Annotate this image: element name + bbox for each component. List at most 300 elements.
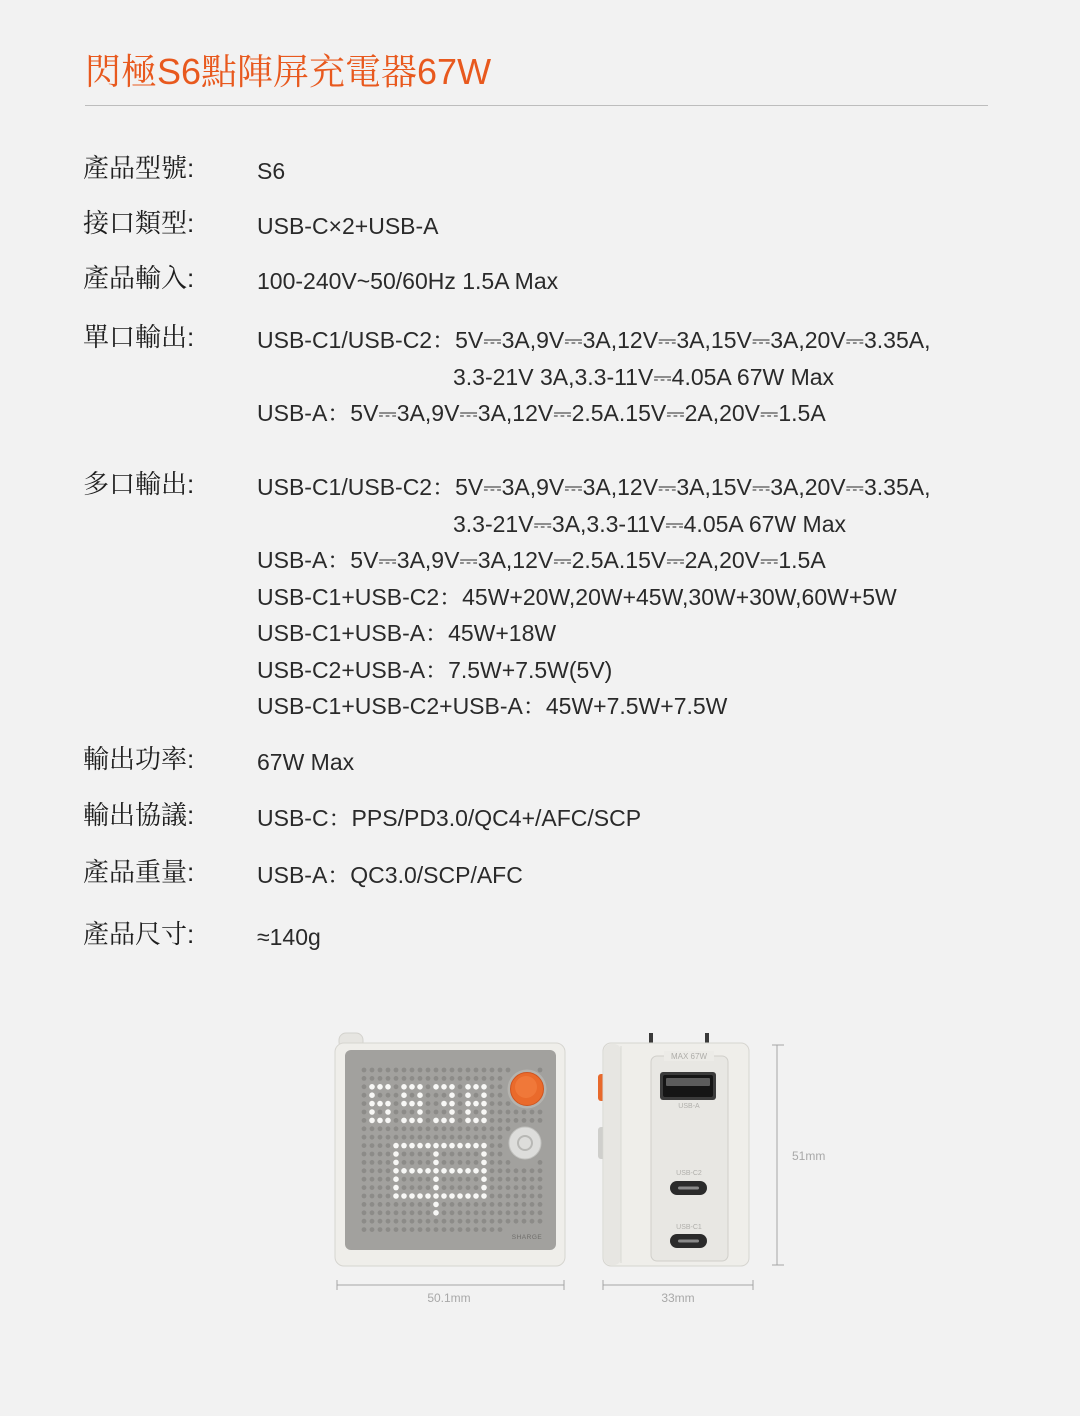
grille-dot [378,1160,383,1165]
grille-dot [514,1185,519,1190]
display-pixel-lit [433,1193,439,1199]
grille-dot [386,1177,391,1182]
max-power-label: MAX 67W [670,1052,708,1061]
grille-dot [426,1101,431,1106]
display-pixel-lit [417,1193,423,1199]
grille-dot [474,1160,479,1165]
grille-dot [442,1126,447,1131]
grille-dot [426,1135,431,1140]
display-pixel-lit [481,1185,487,1191]
grille-dot [490,1168,495,1173]
grille-dot [394,1068,399,1073]
grille-dot [450,1160,455,1165]
grille-dot [434,1110,439,1115]
grille-dot [530,1185,535,1190]
display-pixel-lit [393,1160,399,1166]
grille-dot [386,1160,391,1165]
grille-dot [434,1126,439,1131]
display-pixel-lit [441,1118,447,1124]
display-pixel-lit [401,1092,407,1098]
grille-dot [538,1202,543,1207]
grille-dot [466,1177,471,1182]
grille-dot [418,1210,423,1215]
grille-dot [362,1152,367,1157]
grille-dot [498,1219,503,1224]
grille-dot [418,1126,423,1131]
display-pixel-lit [449,1109,455,1115]
grille-dot [362,1185,367,1190]
grille-dot [458,1152,463,1157]
grille-dot [370,1076,375,1081]
display-pixel-lit [393,1185,399,1191]
grille-dot [362,1219,367,1224]
grille-dot [378,1219,383,1224]
grille-dot [434,1219,439,1224]
grille-dot [498,1202,503,1207]
grille-dot [490,1219,495,1224]
display-pixel-lit [433,1210,439,1216]
display-pixel-lit [433,1118,439,1124]
grille-dot [450,1210,455,1215]
display-pixel-lit [369,1101,375,1107]
grille-dot [490,1126,495,1131]
dimension-width [337,1280,564,1305]
grille-dot [370,1227,375,1232]
display-pixel-lit [393,1168,399,1174]
spec-value-line: USB-C：PPS/PD3.0/QC4+/AFC/SCP [257,805,642,831]
display-pixel-lit [409,1143,415,1149]
spec-value-line: USB-A：QC3.0/SCP/AFC [257,862,523,888]
display-pixel-lit [481,1160,487,1166]
grille-dot [362,1160,367,1165]
page-title: 閃極S6點陣屏充電器67W [85,51,492,92]
grille-dot [386,1152,391,1157]
display-pixel-lit [385,1084,391,1090]
grille-dot [434,1093,439,1098]
grille-dot [442,1160,447,1165]
grille-dot [498,1210,503,1215]
grille-dot [474,1219,479,1224]
grille-dot [530,1118,535,1123]
grille-dot [434,1135,439,1140]
spec-value-line: 100-240V~50/60Hz 1.5A Max [257,268,559,294]
grille-dot [538,1177,543,1182]
grille-dot [458,1118,463,1123]
spec-value-line: USB-C1+USB-C2：45W+20W,20W+45W,30W+30W,60W+5W [257,583,897,610]
display-pixel-lit [417,1168,423,1174]
grille-dot [370,1068,375,1073]
display-pixel-lit [433,1084,439,1090]
grille-dot [402,1068,407,1073]
grille-dot [482,1202,487,1207]
display-pixel-lit [417,1109,423,1115]
grille-dot [466,1126,471,1131]
grille-dot [498,1118,503,1123]
spec-value [257,153,285,190]
grille-dot [370,1126,375,1131]
spec-label: 輸出功率: [83,744,195,774]
grille-dot [426,1210,431,1215]
grille-dot [394,1084,399,1089]
spec-label: 多口輸出: [83,469,195,499]
display-pixel-lit [473,1118,479,1124]
grille-dot [402,1219,407,1224]
brand-mark: SHARGE [511,1234,543,1241]
grille-dot [514,1168,519,1173]
grille-dot [386,1076,391,1081]
dimension-width-label: 50.1mm [427,1291,471,1305]
grille-dot [458,1076,463,1081]
spec-label: 接口類型: [83,208,195,238]
grille-dot [394,1210,399,1215]
display-pixel-lit [369,1109,375,1115]
usb-a-label: USB-A [678,1103,700,1110]
grille-dot [402,1126,407,1131]
grille-dot [378,1110,383,1115]
display-pixel-lit [433,1168,439,1174]
display-pixel-lit [473,1168,479,1174]
display-pixel-lit [465,1084,471,1090]
grille-dot [490,1068,495,1073]
display-pixel-lit [385,1118,391,1124]
display-pixel-lit [441,1168,447,1174]
grille-dot [466,1152,471,1157]
grille-dot [458,1210,463,1215]
display-pixel-lit [449,1143,455,1149]
display-pixel-lit [449,1118,455,1124]
spec-value-line: USB-C1+USB-A：45W+18W [257,620,557,646]
grille-dot [474,1135,479,1140]
grille-dot [498,1143,503,1148]
grille-dot [522,1185,527,1190]
grille-dot [482,1135,487,1140]
spec-label: 輸出協議: [83,800,195,830]
grille-dot [410,1160,415,1165]
display-pixel-lit [409,1168,415,1174]
grille-dot [530,1110,535,1115]
spec-value [257,744,354,781]
grille-dot [498,1185,503,1190]
grille-dot [418,1185,423,1190]
grille-dot [506,1219,511,1224]
grille-dot [466,1135,471,1140]
dimension-depth-label: 33mm [661,1291,695,1305]
grille-dot [458,1135,463,1140]
grille-dot [498,1194,503,1199]
display-pixel-lit [465,1193,471,1199]
grille-dot [450,1177,455,1182]
grille-dot [490,1202,495,1207]
grille-dot [490,1143,495,1148]
display-pixel-lit [441,1143,447,1149]
grille-dot [522,1210,527,1215]
display-pixel-lit [425,1168,431,1174]
grille-dot [514,1118,519,1123]
grille-dot [402,1160,407,1165]
grille-dot [378,1126,383,1131]
grille-dot [498,1135,503,1140]
grille-dot [442,1152,447,1157]
grille-dot [378,1210,383,1215]
grille-dot [458,1219,463,1224]
display-pixel-lit [393,1193,399,1199]
charger-side-view [598,1033,749,1266]
grille-dot [474,1093,479,1098]
display-pixel-lit [393,1143,399,1149]
spec-row-port-type [83,208,439,245]
display-pixel-lit [481,1168,487,1174]
grille-dot [490,1227,495,1232]
grille-dot [394,1202,399,1207]
spec-row-single-port-output [83,322,931,432]
display-pixel-lit [481,1143,487,1149]
grille-dot [482,1210,487,1215]
grille-dot [410,1093,415,1098]
grille-dot [394,1126,399,1131]
grille-dot [410,1210,415,1215]
grille-dot [418,1177,423,1182]
grille-dot [474,1227,479,1232]
dimension-height [772,1045,825,1265]
grille-dot [474,1068,479,1073]
grille-dot [490,1093,495,1098]
orange-button-highlight [515,1076,537,1098]
grille-dot [458,1068,463,1073]
spec-value-line: 3.3-21V 3A,3.3-11V⎓4.05A 67W Max [453,363,835,390]
grille-dot [386,1168,391,1173]
grille-dot [362,1202,367,1207]
grille-dot [442,1219,447,1224]
spec-row-multi-port-output [83,469,931,725]
grille-dot [418,1068,423,1073]
grille-dot [466,1227,471,1232]
grille-dot [418,1202,423,1207]
grille-dot [394,1118,399,1123]
grille-dot [506,1202,511,1207]
spec-value [257,857,523,894]
display-pixel-lit [433,1143,439,1149]
grille-dot [450,1219,455,1224]
dimension-height-label: 51mm [792,1149,826,1163]
grille-dot [402,1210,407,1215]
grille-dot [538,1068,543,1073]
display-pixel-lit [401,1193,407,1199]
grille-dot [466,1210,471,1215]
grille-dot [506,1168,511,1173]
grille-dot [378,1135,383,1140]
spec-row-output-power [83,744,354,781]
grille-dot [410,1185,415,1190]
display-pixel-lit [417,1101,423,1107]
grille-dot [450,1185,455,1190]
grille-dot [450,1068,455,1073]
grille-dot [498,1084,503,1089]
display-pixel-lit [417,1092,423,1098]
display-pixel-lit [433,1151,439,1157]
display-pixel-lit [481,1092,487,1098]
grille-dot [490,1084,495,1089]
grille-dot [458,1202,463,1207]
grille-dot [458,1227,463,1232]
grille-dot [370,1210,375,1215]
grille-dot [442,1068,447,1073]
display-pixel-lit [481,1109,487,1115]
spec-label: 產品重量: [83,857,195,887]
grille-dot [522,1194,527,1199]
display-pixel-lit [441,1084,447,1090]
display-pixel-lit [377,1084,383,1090]
grille-dot [450,1126,455,1131]
grille-dot [498,1093,503,1098]
grille-dot [466,1185,471,1190]
display-pixel-lit [409,1084,415,1090]
display-pixel-lit [441,1101,447,1107]
charger-front-view [335,1033,565,1266]
grille-dot [450,1202,455,1207]
grille-dot [498,1110,503,1115]
spec-value-line: USB-C1/USB-C2：5V⎓3A,9V⎓3A,12V⎓3A,15V⎓3A,20V⎓3.35A, [257,327,931,353]
grille-dot [378,1076,383,1081]
grille-dot [514,1194,519,1199]
display-pixel-lit [473,1143,479,1149]
display-pixel-lit [465,1101,471,1107]
display-pixel-lit [449,1092,455,1098]
grille-dot [378,1068,383,1073]
grille-dot [530,1219,535,1224]
display-pixel-lit [409,1101,415,1107]
grille-dot [378,1093,383,1098]
grille-dot [450,1227,455,1232]
spec-row-size [83,919,321,956]
display-pixel-lit [425,1193,431,1199]
grille-dot [362,1210,367,1215]
display-pixel-lit [457,1193,463,1199]
spec-value-line: S6 [257,158,286,184]
display-pixel-lit [457,1143,463,1149]
display-pixel-lit [465,1143,471,1149]
display-pixel-lit [369,1118,375,1124]
display-pixel-lit [465,1109,471,1115]
grille-dot [474,1202,479,1207]
grille-dot [530,1177,535,1182]
grille-dot [482,1126,487,1131]
grille-dot [410,1202,415,1207]
display-pixel-lit [465,1168,471,1174]
grille-dot [402,1177,407,1182]
usb-c1-port-tongue [678,1240,699,1243]
grille-dot [482,1219,487,1224]
grille-dot [490,1152,495,1157]
grille-dot [498,1126,503,1131]
side-edge-shade [604,1044,621,1265]
grille-dot [418,1219,423,1224]
grille-dot [426,1084,431,1089]
spec-value [257,322,931,432]
grille-dot [482,1076,487,1081]
display-pixel-lit [457,1168,463,1174]
grille-dot [410,1076,415,1081]
spec-value-line: 3.3-21V⎓3A,3.3-11V⎓4.05A 67W Max [453,510,846,537]
grille-dot [506,1110,511,1115]
grille-dot [490,1160,495,1165]
grille-dot [514,1210,519,1215]
grille-dot [514,1177,519,1182]
spec-value-line: USB-C1+USB-C2+USB-A：45W+7.5W+7.5W [257,693,728,719]
usb-c2-label: USB-C2 [676,1170,702,1177]
spec-row-output-protocol [83,800,641,837]
grille-dot [410,1152,415,1157]
grille-dot [538,1219,543,1224]
grille-dot [426,1185,431,1190]
grille-dot [394,1135,399,1140]
grille-dot [474,1185,479,1190]
grille-dot [514,1110,519,1115]
grille-dot [434,1076,439,1081]
grille-dot [402,1135,407,1140]
grille-dot [466,1160,471,1165]
grille-dot [514,1202,519,1207]
grille-dot [402,1110,407,1115]
grille-dot [466,1202,471,1207]
grille-dot [490,1110,495,1115]
grille-dot [506,1194,511,1199]
grille-dot [522,1177,527,1182]
display-pixel-lit [481,1101,487,1107]
grille-dot [362,1076,367,1081]
grille-dot [538,1185,543,1190]
grille-dot [426,1160,431,1165]
grille-dot [538,1110,543,1115]
grille-dot [426,1219,431,1224]
display-pixel-lit [465,1118,471,1124]
display-pixel-lit [401,1143,407,1149]
grille-dot [490,1177,495,1182]
grille-dot [426,1076,431,1081]
grille-dot [498,1177,503,1182]
display-pixel-lit [369,1084,375,1090]
grille-dot [378,1185,383,1190]
grille-dot [370,1177,375,1182]
grille-dot [522,1168,527,1173]
grille-dot [490,1118,495,1123]
grille-dot [538,1160,543,1165]
grille-dot [458,1160,463,1165]
grille-dot [378,1168,383,1173]
grille-dot [490,1210,495,1215]
grille-dot [466,1068,471,1073]
display-pixel-lit [385,1109,391,1115]
grille-dot [538,1210,543,1215]
grille-dot [386,1227,391,1232]
grille-dot [370,1143,375,1148]
grille-dot [378,1202,383,1207]
grille-dot [362,1101,367,1106]
grille-dot [490,1101,495,1106]
grille-dot [378,1152,383,1157]
grille-dot [538,1194,543,1199]
grille-dot [410,1126,415,1131]
grille-dot [402,1227,407,1232]
usb-c2-port-tongue [678,1187,699,1190]
grille-dot [418,1227,423,1232]
display-pixel-lit [417,1118,423,1124]
grille-dot [474,1210,479,1215]
grille-dot [426,1202,431,1207]
grille-dot [490,1185,495,1190]
display-pixel-lit [473,1084,479,1090]
display-pixel-lit [481,1084,487,1090]
display-pixel-lit [481,1176,487,1182]
